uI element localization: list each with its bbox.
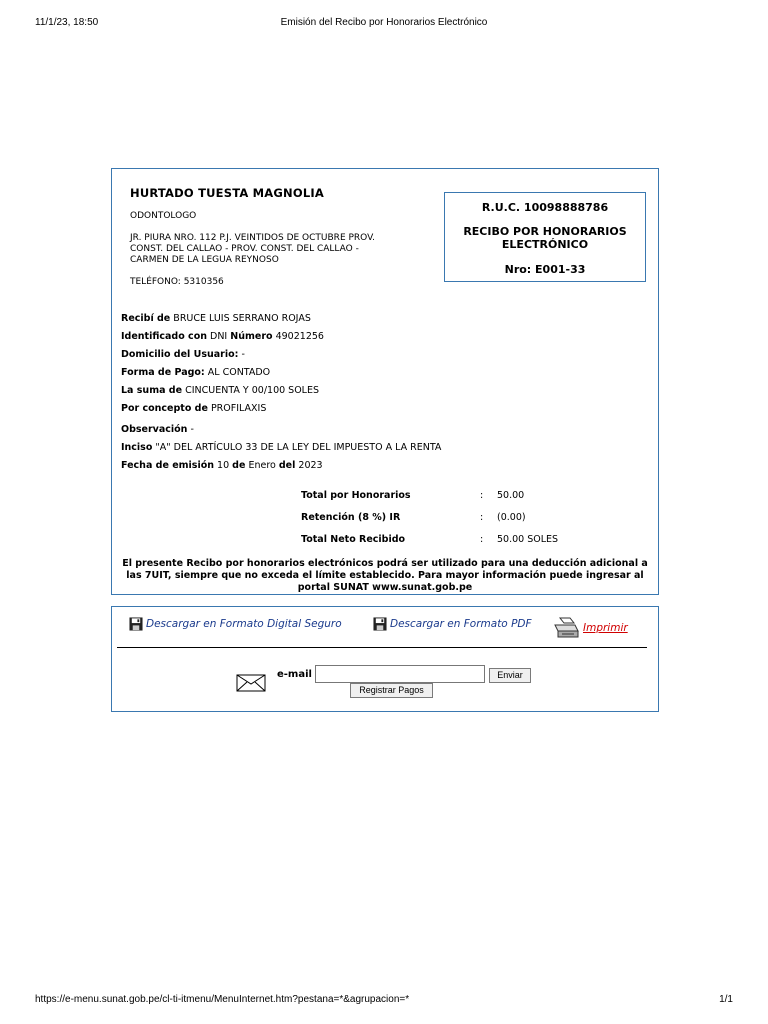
retencion-label: Retención (8 %) IR: [301, 512, 401, 523]
issuer-address-line-2: CONST. DEL CALLAO - PROV. CONST. DEL CALLAO -: [130, 244, 359, 254]
print-datetime: 11/1/23, 18:50: [35, 17, 99, 28]
save-disk-icon: [129, 617, 143, 631]
legal-notice: El presente Recibo por honorarios electrónicos podrá ser utilizado para una deducción adicional a las 7UIT, siempre que no exceda el límite establecido. Para mayor información puede ingresar al portal SUNAT www.sunat.gob.pe: [122, 558, 648, 593]
ident-label-1: Identificado con: [121, 331, 207, 342]
issuer-profession: ODONTOLOGO: [130, 211, 197, 221]
domicilio-value: -: [241, 349, 245, 360]
download-secure-link[interactable]: [129, 617, 342, 631]
total-colon: :: [480, 534, 484, 545]
forma-pago-label: Forma de Pago:: [121, 367, 205, 378]
field-concepto: [121, 403, 266, 414]
envelope-icon: [236, 674, 266, 692]
observacion-value: -: [190, 424, 194, 435]
field-identificacion: [121, 331, 324, 342]
issuer-phone: TELÉFONO: 5310356: [130, 277, 224, 287]
ident-label-2: Número: [230, 331, 273, 342]
issuer-address-line-3: CARMEN DE LA LEGUA REYNOSO: [130, 255, 279, 265]
inciso-value: "A" DEL ARTÍCULO 33 DE LA LEY DEL IMPUESTO A LA RENTA: [155, 442, 442, 453]
email-input[interactable]: [315, 665, 485, 683]
fecha-label: Fecha de emisión: [121, 460, 215, 471]
document-type-line-1: RECIBO POR HONORARIOS: [463, 225, 627, 238]
total-neto-label: Total Neto Recibido: [301, 534, 406, 545]
ruc-box: [444, 192, 646, 282]
divider: [117, 647, 647, 648]
document-type-line-2: ELECTRÓNICO: [501, 238, 589, 251]
save-disk-icon: [373, 617, 387, 631]
total-honorarios-label: Total por Honorarios: [301, 490, 411, 501]
field-fecha-emision: [121, 460, 323, 471]
print-page-number: 1/1: [719, 994, 733, 1005]
forma-pago-value: AL CONTADO: [207, 367, 271, 378]
download-pdf-label[interactable]: Descargar en Formato PDF: [390, 618, 532, 630]
total-colon: :: [480, 512, 484, 523]
print-page-title: Emisión del Recibo por Honorarios Electrónico: [280, 17, 488, 28]
field-domicilio: [121, 349, 245, 360]
field-forma-pago: [121, 367, 270, 378]
register-payments-button[interactable]: Registrar Pagos: [350, 683, 433, 698]
total-colon: :: [480, 490, 484, 501]
receipt-number: Nro: E001-33: [504, 263, 586, 276]
issuer-name: HURTADO TUESTA MAGNOLIA: [130, 186, 324, 200]
field-recibi: [121, 313, 311, 324]
total-neto-value: 50.00 SOLES: [497, 534, 559, 545]
concepto-value: PROFILAXIS: [210, 403, 267, 414]
print-label[interactable]: Imprimir: [583, 622, 628, 634]
download-secure-label[interactable]: Descargar en Formato Digital Seguro: [146, 618, 342, 630]
ident-doc-type: DNI: [210, 331, 228, 342]
ident-number: 49021256: [275, 331, 324, 342]
ruc-number: R.U.C. 10098888786: [481, 201, 609, 214]
retencion-value: (0.00): [497, 512, 526, 523]
suma-label: La suma de: [121, 385, 183, 396]
concepto-label: Por concepto de: [121, 403, 208, 414]
email-label: e-mail: [277, 669, 312, 680]
print-url: https://e-menu.sunat.gob.pe/cl-ti-itmenu/MenuInternet.htm?pestana=*&agrupacion=*: [35, 994, 410, 1005]
download-pdf-link[interactable]: [373, 617, 532, 631]
field-inciso: [121, 442, 441, 453]
recibi-value: BRUCE LUIS SERRANO ROJAS: [173, 313, 311, 324]
fecha-month: Enero: [248, 460, 276, 471]
recibi-label: Recibí de: [121, 313, 171, 324]
printer-icon: [552, 617, 580, 639]
field-suma: [121, 385, 319, 396]
observacion-label: Observación: [121, 424, 188, 435]
fecha-year: 2023: [298, 460, 323, 471]
suma-value: CINCUENTA Y 00/100 SOLES: [185, 385, 320, 396]
inciso-label: Inciso: [121, 442, 153, 453]
field-observacion: [121, 424, 194, 435]
receipt-panel: [111, 168, 659, 595]
domicilio-label: Domicilio del Usuario:: [121, 349, 239, 360]
issuer-address-line-1: JR. PIURA NRO. 112 P.J. VEINTIDOS DE OCTUBRE PROV.: [130, 233, 375, 243]
fecha-day: 10: [217, 460, 230, 471]
actions-panel: [111, 606, 659, 712]
total-honorarios-value: 50.00: [497, 490, 525, 501]
print-link[interactable]: [552, 617, 628, 639]
document-type: [445, 225, 645, 251]
fecha-del: del: [278, 460, 296, 471]
fecha-de: de: [232, 460, 246, 471]
send-button[interactable]: Enviar: [489, 668, 531, 683]
